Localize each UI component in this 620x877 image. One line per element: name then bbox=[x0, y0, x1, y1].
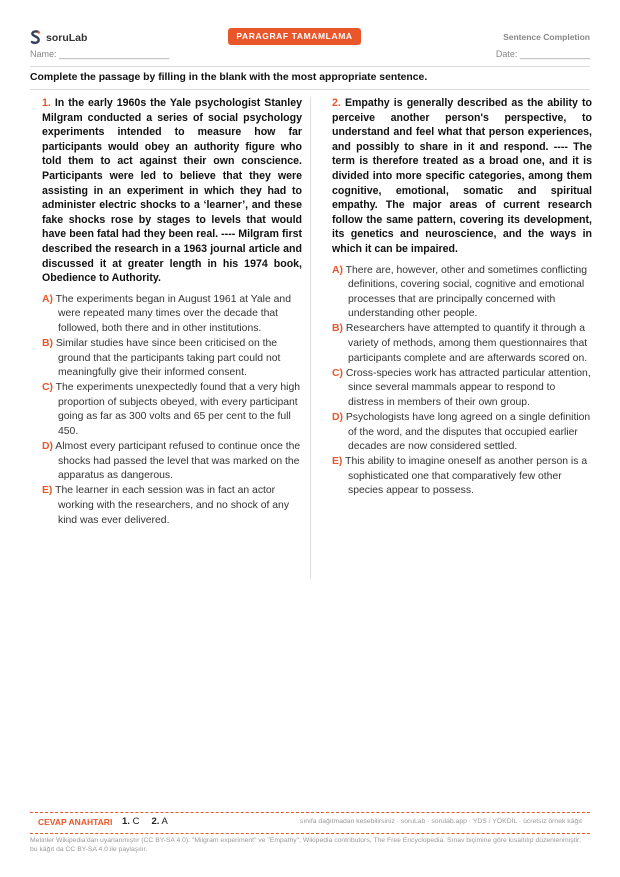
divider bbox=[30, 89, 590, 90]
option-text: Psychologists have long agreed on a single definition of the word, and the disputes that occupied earlier decades are now considered settled. bbox=[345, 411, 591, 453]
option-text: Almost every participant refused to continue once the shocks had passed the level that was marked on the apparatus as dangerous. bbox=[55, 441, 301, 482]
answer-options bbox=[332, 264, 592, 500]
option-e[interactable] bbox=[332, 455, 592, 499]
option-letter: B) bbox=[42, 338, 53, 349]
student-fields bbox=[30, 49, 590, 65]
question-number: 1. bbox=[42, 97, 51, 109]
header bbox=[30, 28, 590, 50]
answer-value: C bbox=[132, 816, 140, 827]
answer-key-strip bbox=[30, 812, 590, 834]
answer-key-items bbox=[122, 816, 168, 827]
question-stem bbox=[332, 96, 592, 257]
option-a[interactable] bbox=[42, 293, 302, 337]
answer-num: 2. bbox=[151, 816, 160, 827]
answer-key-title: CEVAP ANAHTARI bbox=[38, 817, 113, 827]
option-e[interactable] bbox=[42, 484, 302, 528]
question-number: 2. bbox=[332, 97, 341, 109]
option-d[interactable] bbox=[332, 411, 592, 455]
option-text: Researchers have attempted to quantify it through a variety of methods, among them questionnaires that participants complete and are afterwards scored on. bbox=[345, 323, 588, 364]
answer-options bbox=[42, 293, 302, 529]
option-c[interactable] bbox=[42, 381, 302, 439]
option-text: The experiments began in August 1961 at Yale and were repeated many times over the decade that followed, both there and in other institutions. bbox=[55, 293, 291, 334]
divider bbox=[30, 66, 590, 67]
question-stem bbox=[42, 96, 302, 286]
option-letter: D) bbox=[42, 441, 53, 453]
answer-num: 1. bbox=[122, 816, 130, 827]
question-1 bbox=[42, 96, 302, 529]
footer-note: sınıfa dağıtmadan kesebilirsiniz · soruLab · sorulab.app · YDS / YÖKDİL · ücretsiz örnek kâğıt bbox=[299, 818, 582, 825]
option-text: The experiments unexpectedly found that a very high proportion of subjects obeyed, with every participant going as far as 300 volts and 65 per cent to the full 450. bbox=[55, 382, 300, 438]
option-a[interactable] bbox=[332, 264, 592, 322]
option-text: Cross-species work has attracted particular attention, since several mammals appear to respond to distress in members of their own group. bbox=[345, 367, 591, 408]
option-b[interactable] bbox=[42, 337, 302, 381]
option-letter: E) bbox=[42, 485, 53, 497]
option-text: Similar studies have since been criticised on the ground that the participants taking part could not meaningfully give their informed consent. bbox=[55, 338, 281, 379]
option-d[interactable] bbox=[42, 440, 302, 484]
instruction-text: Complete the passage by filling in the blank with the most appropriate sentence. bbox=[30, 72, 428, 83]
option-letter: E) bbox=[332, 456, 343, 468]
answer-value: A bbox=[161, 816, 168, 827]
option-text: There are, however, other and sometimes conflicting definitions, covering social, cognitive and emotional processes that are principally concerned with understanding other people. bbox=[345, 264, 588, 320]
question-2 bbox=[332, 96, 592, 500]
option-b[interactable] bbox=[332, 322, 592, 366]
option-text: This ability to imagine oneself as another person is a sophisticated one that comparatively few other species appear to possess. bbox=[345, 456, 588, 497]
credits-text: Metinler Wikipedia'dan uyarlanmıştır (CC BY-SA 4.0): "Milgram experiment" ve "Empathy"; Wikipedia contributors, The Free Encyclopedia. Sınav biçimine göre kısaltılıp düzenlenmiştir; bu kâğıt da CC BY-SA 4.0 ile paylaşılır. bbox=[30, 837, 582, 853]
option-letter: A) bbox=[332, 264, 343, 276]
option-letter: B) bbox=[332, 323, 343, 335]
sorulab-logo-icon bbox=[30, 30, 41, 45]
option-letter: C) bbox=[42, 382, 53, 394]
logo-text: soruLab bbox=[46, 31, 88, 44]
option-letter: A) bbox=[42, 293, 53, 305]
date-field[interactable]: Date: ______________ bbox=[495, 49, 590, 59]
option-c[interactable] bbox=[332, 367, 592, 411]
logo bbox=[30, 30, 87, 45]
section-badge: PARAGRAF TAMAMLAMA bbox=[228, 28, 361, 45]
option-letter: D) bbox=[332, 411, 343, 423]
name-field[interactable]: Name: ______________________ bbox=[30, 49, 170, 59]
document-type-label: Sentence Completion bbox=[503, 32, 590, 42]
option-text: The learner in each session was in fact an actor working with the researchers, and no shock of any kind was ever delivered. bbox=[55, 485, 290, 526]
column-divider bbox=[310, 97, 311, 579]
question-text: In the early 1960s the Yale psychologist Stanley Milgram conducted a series of social psychology experiments intended to measure how far participants would obey an authority figure who told them to act against their own conscience. Participants were led to believe that they were assisting in an experiment in which they had to administer electric shocks to a ‘learner’, and these fake shocks rose by stages to levels that would have been fatal had they been real. ---- Milgram first described the research in a 1963 journal article and discussed it at greater length in his 1974 book, Obedience to Authority. bbox=[42, 97, 302, 285]
question-text: Empathy is generally described as the ability to perceive another person's perspective, to understand and feel what that person experiences, and possibly to share in it and respond. ---- The term is therefore treated as a broad one, and it is divided into more specific categories, among them cognitive, emotional, somatic and spiritual empathy. The major areas of current research follow the same pattern, covering its development, its genetics and neuroscience, and the ways in which it can be impaired. bbox=[332, 97, 592, 255]
option-letter: C) bbox=[332, 367, 343, 379]
